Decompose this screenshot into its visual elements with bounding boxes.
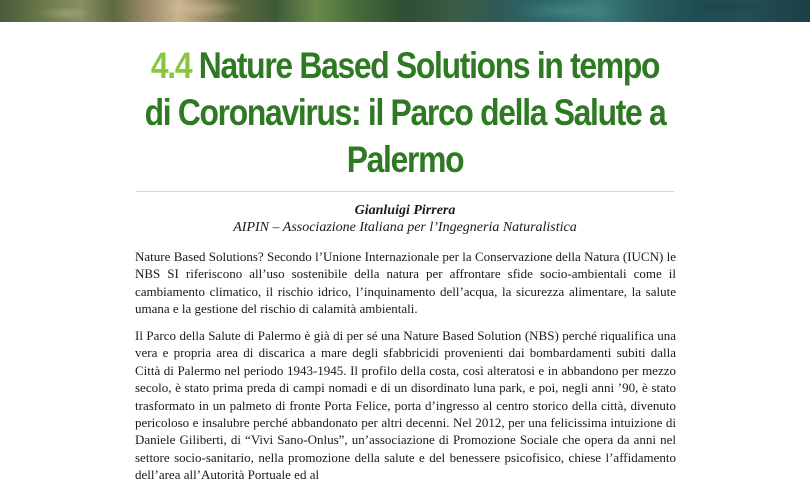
body-paragraph: Il Parco della Salute di Palermo è già di per sé una Nature Based Solution (NBS) perché riqualifica una vera e propria area di discarica a mare degli sfabbricidi provenienti dai bombardamenti subiti dalla Città di Palermo nel periodo 1943-1945. Il profilo della costa, così alteratosi e in abbandono per mezzo secolo, è stato prima preda di campi nomadi e di un disordinato luna park, e poi, negli anni ’90, è stato trasformato in un palmeto di fronte Porta Felice, porta d’ingresso al centro storico della città, divenuto pericoloso e insalubre perché abbandonato per altri decenni. Nel 2012, per una felicissima intuizione di Daniele Giliberti, di “Vivi Sano-Onlus”, un’associazione di Promozione Sociale che opera da anni nel settore socio-sanitario, nella promozione della salute e del benessere psicofisico, chiese l’affidamento dell’area all’Autorità Portuale ed al [135, 328, 676, 483]
title-divider [136, 191, 674, 192]
header-photo-banner [0, 0, 810, 22]
author-name: Gianluigi Pirrera [354, 203, 456, 218]
author-affiliation: AIPIN – Associazione Italiana per l’Ingegneria Naturalistica [233, 220, 577, 235]
body-paragraph: Nature Based Solutions? Secondo l’Unione Internazionale per la Conservazione della Natura (IUCN) le NBS SI riferiscono all’uso sostenibile della natura per affrontare sfide socio-ambientali come il cambiamento climatico, il rischio idrico, l’inquinamento dell’acqua, la sicurezza alimentare, la salute umana e la gestione del rischio di calamità ambientali. [135, 249, 676, 317]
section-title [143, 42, 668, 183]
section-number: 4.4 [150, 45, 192, 86]
section-title-text: Nature Based Solutions in tempo di Coronavirus: il Parco della Salute a Palermo [144, 45, 666, 180]
